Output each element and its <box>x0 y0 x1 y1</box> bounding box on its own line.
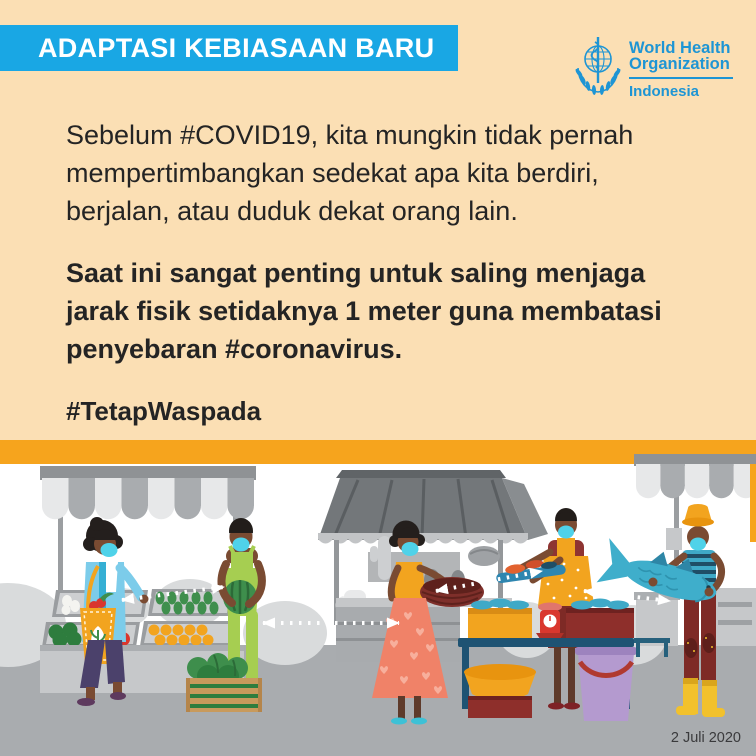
who-logo-text <box>629 33 733 100</box>
banner-title: ADAPTASI KEBIASAAN BARU <box>38 32 435 63</box>
date-label: 2 Juli 2020 <box>670 730 741 746</box>
face-mask <box>402 542 419 556</box>
who-divider <box>629 77 733 79</box>
intro-paragraph: Sebelum #COVID19, kita mungkin tidak pernah mempertimbangkan sedekat apa kita berdiri, berjalan, atau duduk dekat orang lain. <box>66 120 634 226</box>
face-mask <box>101 543 118 557</box>
emphasis-paragraph: Saat ini sangat penting untuk saling menjaga jarak fisik setidaknya 1 meter guna membatasi penyebaran #coronavirus. <box>66 258 662 364</box>
orange-bowl <box>464 664 536 699</box>
who-country: Indonesia <box>629 83 700 100</box>
body-copy <box>66 116 690 430</box>
red-scale <box>536 603 564 640</box>
face-mask <box>690 538 706 551</box>
face-mask <box>558 526 574 539</box>
who-logo <box>572 33 733 100</box>
face-mask <box>233 538 250 552</box>
purple-bucket <box>575 647 637 721</box>
hashtag: #TetapWaspada <box>66 396 262 426</box>
who-emblem-icon <box>572 33 624 97</box>
market-illustration <box>0 440 756 756</box>
banner <box>0 25 458 71</box>
who-name-line2: Organization <box>629 54 730 73</box>
who-name-line1: World Health <box>629 39 731 57</box>
